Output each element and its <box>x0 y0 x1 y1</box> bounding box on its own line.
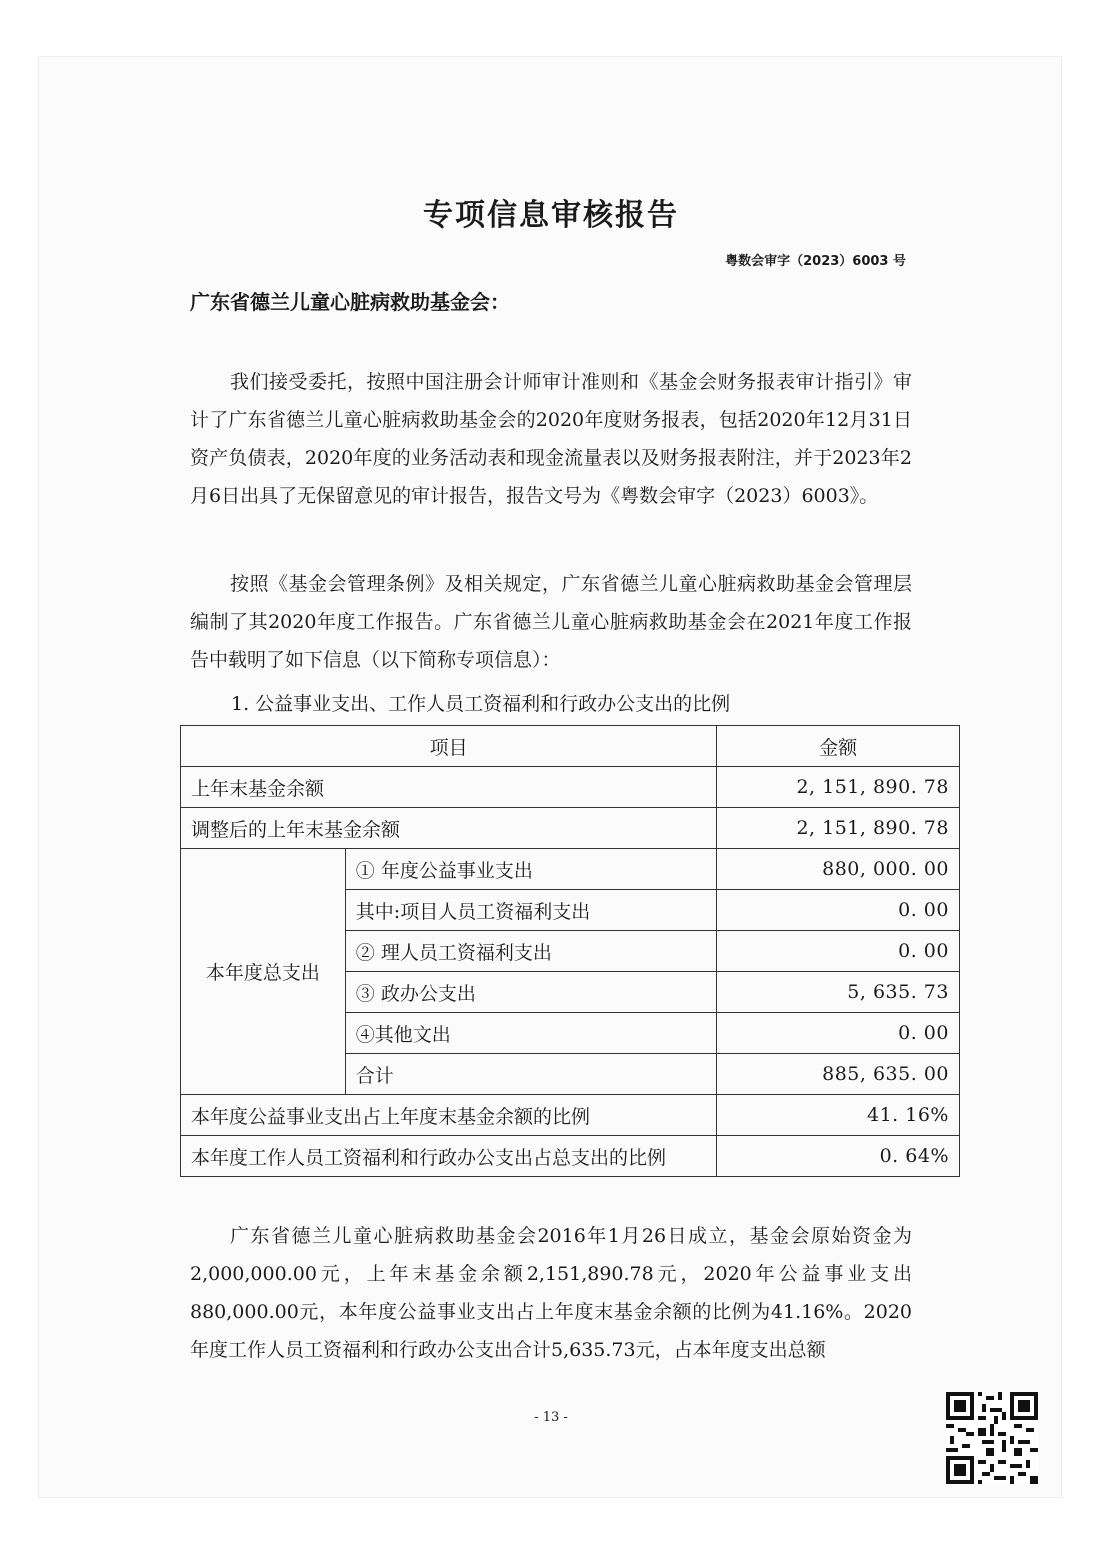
table-row <box>181 1136 960 1177</box>
expense-row-label: ② 理人员工资福利支出 <box>345 931 716 972</box>
total-expense-group-label: 本年度总支出 <box>181 849 346 1095</box>
table-row <box>181 1095 960 1136</box>
paragraph-summary: 广东省德兰儿童心脏病救助基金会2016年1月26日成立，基金会原始资金为2,000,000.00元，上年末基金余额2,151,890.78元，2020年公益事业支出880,000.00元，本年度公益事业支出占上年度末基金余额的比例为41.16%。2020年度工作人员工资福利和行政办公支出合计5,635.73元，占本年度支出总额 <box>190 1225 912 1361</box>
expense-row-value: 0. 00 <box>717 1013 960 1054</box>
adjusted-balance-value: 2, 151, 890. 78 <box>717 808 960 849</box>
expense-row-label: 合计 <box>345 1054 716 1095</box>
prior-balance-value: 2, 151, 890. 78 <box>717 767 960 808</box>
expense-ratio-table <box>180 725 960 1177</box>
prior-balance-label: 上年末基金余额 <box>181 767 717 808</box>
ratio-2-value: 0. 64% <box>717 1136 960 1177</box>
expense-row-label: ① 年度公益事业支出 <box>345 849 716 890</box>
table-row <box>181 849 960 890</box>
document-title: 专项信息审核报告 <box>423 198 679 233</box>
page-number: - 13 - <box>534 1410 568 1425</box>
expense-row-value: 5, 635. 73 <box>717 972 960 1013</box>
expense-row-label: ④其他文出 <box>345 1013 716 1054</box>
table-header-row <box>181 726 960 767</box>
expense-row-value: 0. 00 <box>717 931 960 972</box>
ratio-1-value: 41. 16% <box>717 1095 960 1136</box>
ratio-1-label: 本年度公益事业支出占上年度末基金余额的比例 <box>181 1095 717 1136</box>
expense-row-label: ③ 政办公支出 <box>345 972 716 1013</box>
section-heading: 1. 公益事业支出、工作人员工资福利和行政办公支出的比例 <box>231 693 731 715</box>
expense-row-value: 885, 635. 00 <box>717 1054 960 1095</box>
expense-row-label: 其中:项目人员工资福利支出 <box>345 890 716 931</box>
paragraph-regulation: 按照《基金会管理条例》及相关规定，广东省德兰儿童心脏病救助基金会管理层编制了其2020年度工作报告。广东省德兰儿童心脏病救助基金会在2021年度工作报告中载明了如下信息（以下简称专项信息）： <box>190 573 912 671</box>
expense-row-value: 0. 00 <box>717 890 960 931</box>
table-row <box>181 808 960 849</box>
qr-code-icon <box>946 1392 1038 1484</box>
header-amount: 金额 <box>717 726 960 767</box>
expense-row-value: 880, 000. 00 <box>717 849 960 890</box>
table-row <box>181 767 960 808</box>
recipient-line: 广东省德兰儿童心脏病救助基金会： <box>190 290 510 314</box>
adjusted-balance-label: 调整后的上年末基金余额 <box>181 808 717 849</box>
ratio-2-label: 本年度工作人员工资福利和行政办公支出占总支出的比例 <box>181 1136 717 1177</box>
paragraph-engagement: 我们接受委托，按照中国注册会计师审计准则和《基金会财务报表审计指引》审计了广东省德兰儿童心脏病救助基金会的2020年度财务报表，包括2020年12月31日资产负债表，2020年度的业务活动表和现金流量表以及财务报表附注，并于2023年2月6日出具了无保留意见的审计报告，报告文号为《粤数会审字（2023）6003》。 <box>190 371 912 507</box>
document-number: 粤数会审字（2023）6003 号 <box>725 254 906 269</box>
header-item: 项目 <box>181 726 717 767</box>
